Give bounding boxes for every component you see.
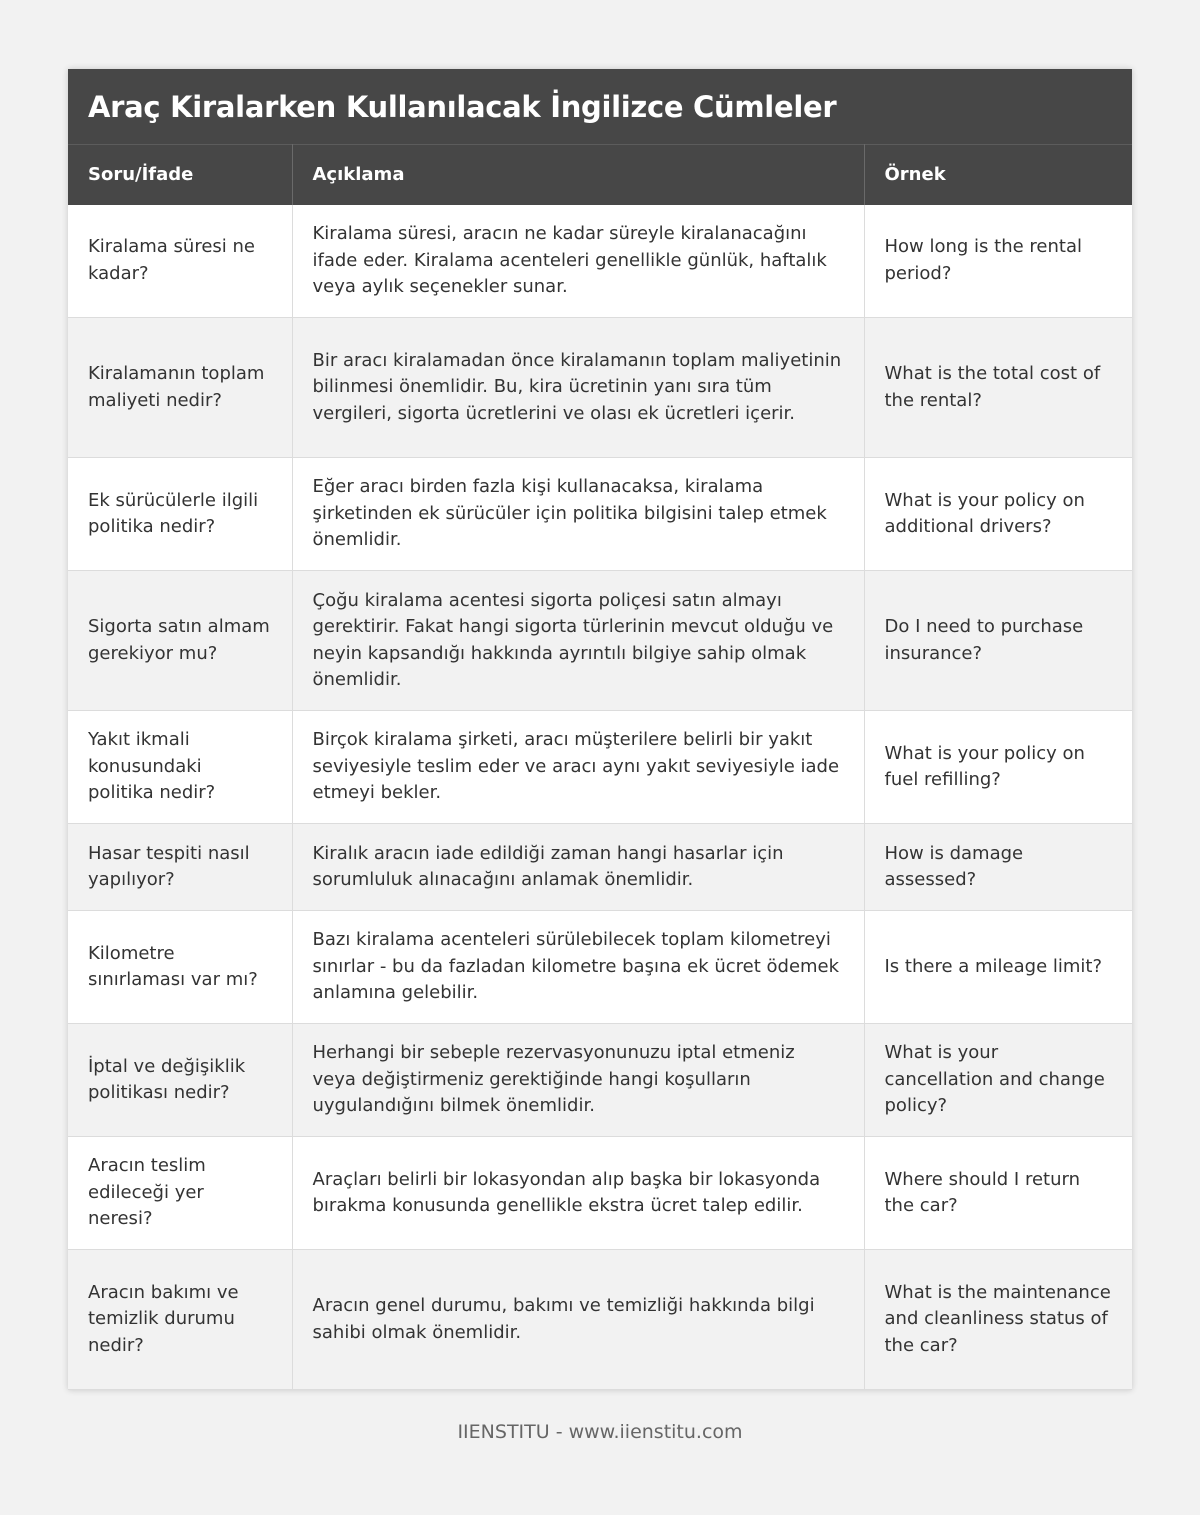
example-cell: Where should I return the car?	[864, 1137, 1132, 1250]
table-row	[68, 571, 1132, 711]
description-cell: Bir aracı kiralamadan önce kiralamanın toplam maliyetinin bilinmesi önemlidir. Bu, kira ücretinin yanı sıra tüm vergileri, sigorta ücretlerini ve olası ek ücretleri içerir.	[292, 318, 864, 458]
description-cell: Araçları belirli bir lokasyondan alıp başka bir lokasyonda bırakma konusunda genellikle ekstra ücret talep edilir.	[292, 1137, 864, 1250]
table-row	[68, 318, 1132, 458]
question-cell: Kiralamanın toplam maliyeti nedir?	[68, 318, 292, 458]
column-header-example: Örnek	[864, 145, 1132, 205]
table-card	[68, 69, 1132, 1390]
example-cell: What is your cancellation and change policy?	[864, 1024, 1132, 1137]
table-row	[68, 911, 1132, 1024]
table-header-row	[68, 145, 1132, 205]
question-cell: Hasar tespiti nasıl yapılıyor?	[68, 824, 292, 911]
example-cell: What is your policy on additional drivers?	[864, 458, 1132, 571]
description-cell: Bazı kiralama acenteleri sürülebilecek toplam kilometreyi sınırlar - bu da fazladan kilometre başına ek ücret ödemek anlamına gelebilir.	[292, 911, 864, 1024]
question-cell: Kiralama süresi ne kadar?	[68, 205, 292, 318]
table-row	[68, 711, 1132, 824]
question-cell: Kilometre sınırlaması var mı?	[68, 911, 292, 1024]
example-cell: How long is the rental period?	[864, 205, 1132, 318]
example-cell: Do I need to purchase insurance?	[864, 571, 1132, 711]
example-cell: What is your policy on fuel refilling?	[864, 711, 1132, 824]
table-row	[68, 205, 1132, 318]
question-cell: Yakıt ikmali konusundaki politika nedir?	[68, 711, 292, 824]
table-row	[68, 1137, 1132, 1250]
description-cell: Birçok kiralama şirketi, aracı müşterilere belirli bir yakıt seviyesiyle teslim eder ve aracı aynı yakıt seviyesiyle iade etmeyi bekler.	[292, 711, 864, 824]
description-cell: Kiralık aracın iade edildiği zaman hangi hasarlar için sorumluluk alınacağını anlamak önemlidir.	[292, 824, 864, 911]
example-cell: How is damage assessed?	[864, 824, 1132, 911]
table-row	[68, 1024, 1132, 1137]
question-cell: İptal ve değişiklik politikası nedir?	[68, 1024, 292, 1137]
question-cell: Ek sürücülerle ilgili politika nedir?	[68, 458, 292, 571]
page-title: Araç Kiralarken Kullanılacak İngilizce Cümleler	[68, 69, 1132, 144]
description-cell: Herhangi bir sebeple rezervasyonunuzu iptal etmeniz veya değiştirmeniz gerektiğinde hangi koşulların uygulandığını bilmek önemlidir.	[292, 1024, 864, 1137]
description-cell: Eğer aracı birden fazla kişi kullanacaksa, kiralama şirketinden ek sürücüler için politika bilgisini talep etmek önemlidir.	[292, 458, 864, 571]
example-cell: What is the total cost of the rental?	[864, 318, 1132, 458]
question-cell: Sigorta satın almam gerekiyor mu?	[68, 571, 292, 711]
example-cell: Is there a mileage limit?	[864, 911, 1132, 1024]
column-header-description: Açıklama	[292, 145, 864, 205]
description-cell: Aracın genel durumu, bakımı ve temizliği hakkında bilgi sahibi olmak önemlidir.	[292, 1250, 864, 1390]
table-row	[68, 1250, 1132, 1390]
table-row	[68, 824, 1132, 911]
table-row	[68, 458, 1132, 571]
description-cell: Kiralama süresi, aracın ne kadar süreyle kiralanacağını ifade eder. Kiralama acenteleri genellikle günlük, haftalık veya aylık seçenekler sunar.	[292, 205, 864, 318]
footer-credit: IIENSTITU - www.iienstitu.com	[457, 1421, 743, 1443]
phrases-table	[68, 144, 1132, 1390]
question-cell: Aracın teslim edileceği yer neresi?	[68, 1137, 292, 1250]
example-cell: What is the maintenance and cleanliness status of the car?	[864, 1250, 1132, 1390]
column-header-question: Soru/İfade	[68, 145, 292, 205]
description-cell: Çoğu kiralama acentesi sigorta poliçesi satın almayı gerektirir. Fakat hangi sigorta türlerinin mevcut olduğu ve neyin kapsandığı hakkında ayrıntılı bilgiye sahip olmak önemlidir.	[292, 571, 864, 711]
question-cell: Aracın bakımı ve temizlik durumu nedir?	[68, 1250, 292, 1390]
